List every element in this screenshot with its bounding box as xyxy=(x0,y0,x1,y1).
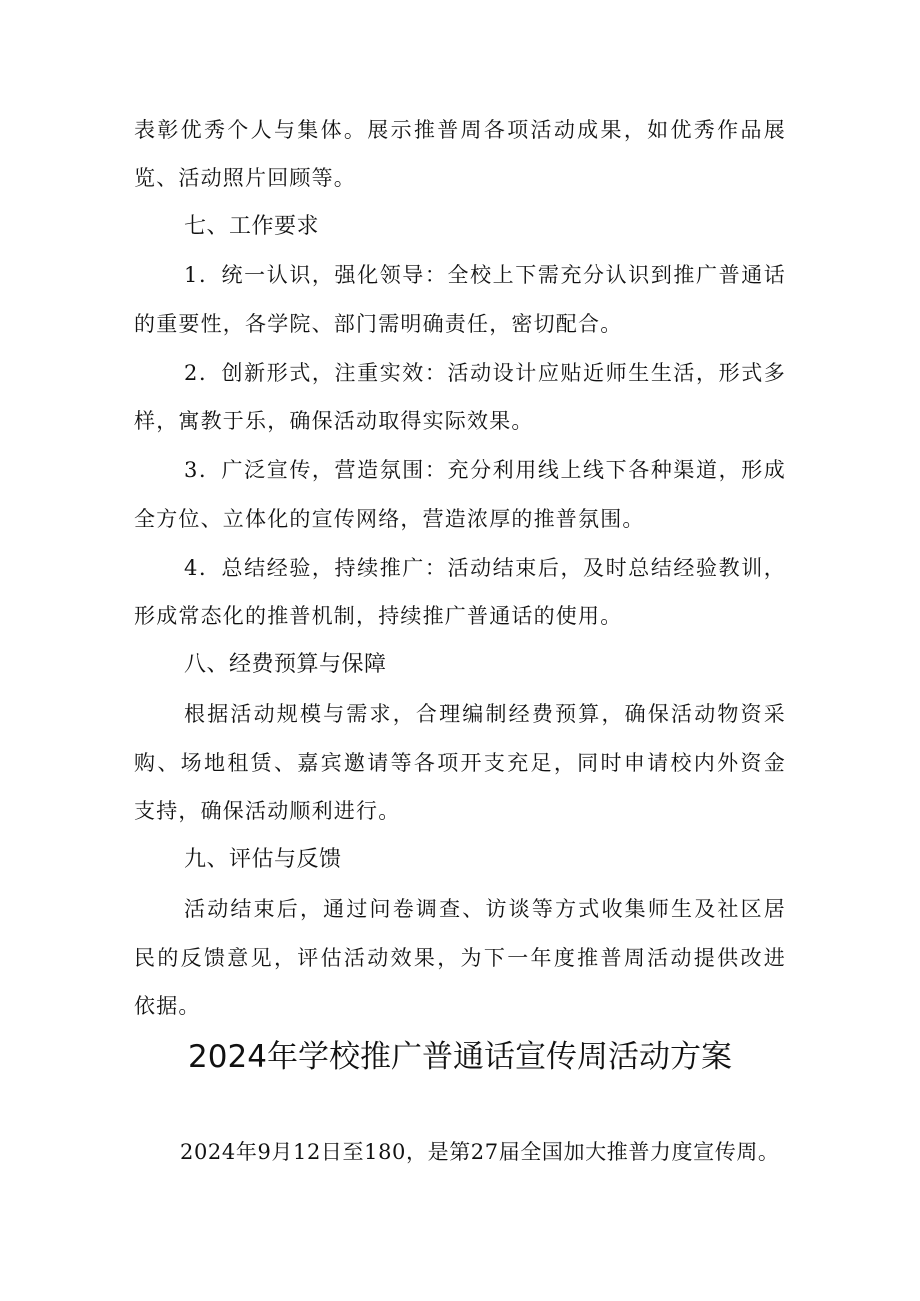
section-heading: 九、评估与反馈 xyxy=(184,847,342,872)
list-item-line: 3．广泛宣传，营造氛围：充分利用线上线下各种渠道，形成 xyxy=(184,458,786,482)
section-heading: 八、经费预算与保障 xyxy=(184,652,387,677)
list-item-line: 4．总结经验，持续推广：活动结束后，及时总结经验教训， xyxy=(184,556,786,580)
intro-paragraph: 2024年9月12日至180，是第27届全国加大推普力度宣传周。 xyxy=(180,1140,780,1164)
list-item-line: 2．创新形式，注重实效：活动设计应贴近师生生活，形式多 xyxy=(184,361,786,385)
paragraph-line: 活动结束后，通过问卷调查、访谈等方式收集师生及社区居 xyxy=(184,897,786,921)
paragraph-line: 购、场地租赁、嘉宾邀请等各项开支充足，同时申请校内外资金 xyxy=(134,751,786,775)
paragraph-line: 支持，确保活动顺利进行。 xyxy=(134,799,401,823)
paragraph-line: 依据。 xyxy=(134,994,201,1018)
list-item-line: 的重要性，各学院、部门需明确责任，密切配合。 xyxy=(134,312,623,336)
list-item-line: 1．统一认识，强化领导：全校上下需充分认识到推广普通话 xyxy=(184,263,786,287)
paragraph-line: 览、活动照片回顾等。 xyxy=(134,166,356,190)
list-item-line: 全方位、立体化的宣传网络，营造浓厚的推普氛围。 xyxy=(134,507,645,531)
document-title: 2024年学校推广普通话宣传周活动方案 xyxy=(188,1039,732,1075)
paragraph-line: 民的反馈意见，评估活动效果，为下一年度推普周活动提供改进 xyxy=(134,946,786,970)
paragraph-line: 根据活动规模与需求，合理编制经费预算，确保活动物资采 xyxy=(184,702,786,726)
paragraph-line: 表彰优秀个人与集体。展示推普周各项活动成果，如优秀作品展 xyxy=(134,118,786,142)
list-item-line: 样，寓教于乐，确保活动取得实际效果。 xyxy=(134,409,534,433)
section-heading: 七、工作要求 xyxy=(184,214,320,239)
list-item-line: 形成常态化的推普机制，持续推广普通话的使用。 xyxy=(134,604,623,628)
